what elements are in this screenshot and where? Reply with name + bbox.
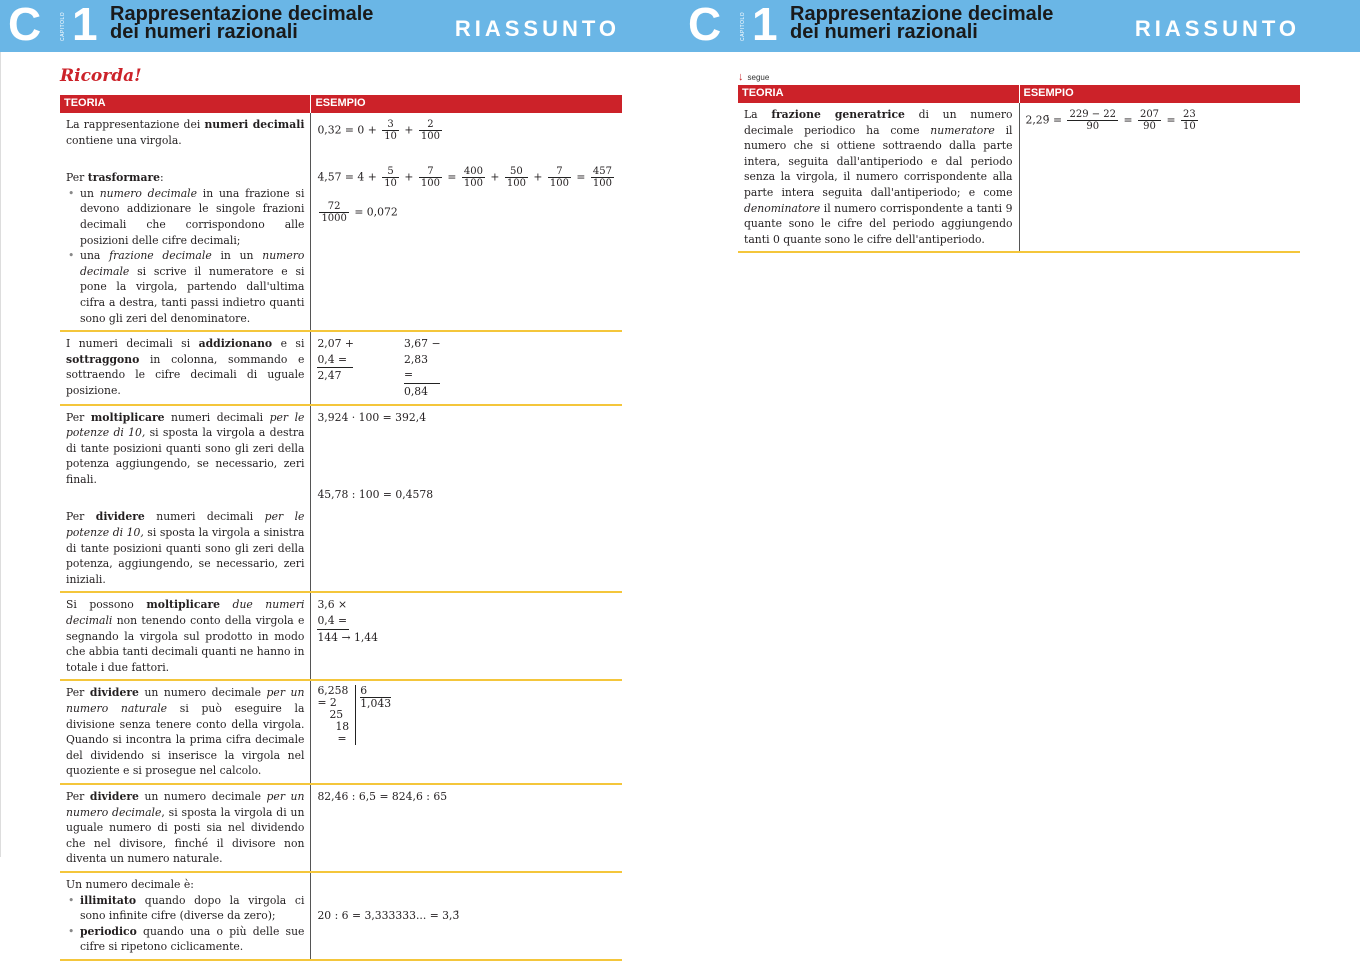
capitolo-label: CAPITOLO xyxy=(60,11,66,41)
table-row xyxy=(60,784,622,872)
esempio-cell: 0,32 = 0 + $\frac{3}{10}$ + $\frac{2}{100}$ 4,57 = 4 + $\frac{5}{10}$ + $\frac{7}{100}$ = $\frac{400}{100}$ + $\frac{50}{100}$ + $\frac{7}{100}$ = $\frac{457}{100}$ $\frac{72}{1000}$ = 0,072 xyxy=(311,113,622,331)
left-page xyxy=(0,0,680,954)
teoria-cell: Un numero decimale è: • illimitato quando dopo la virgola ci sono infinite cifre (diverse da zero); • periodico quando una o più delle sue cifre si ripetono ciclicamente. xyxy=(60,872,311,960)
chapter-number: 1 xyxy=(752,0,778,50)
esempio-cell: 82,46 : 6,5 = 824,6 : 65 xyxy=(311,784,622,872)
table-row xyxy=(60,592,622,680)
chapter-title-line1: Rappresentazione decimale xyxy=(110,3,374,25)
chapter-banner xyxy=(0,0,680,52)
esempio-cell: 3,6 × 0,4 = 144 → 1,44 xyxy=(311,592,622,680)
list-item: • una frazione decimale in un numero decimale si scrive il numeratore e si pone la virgola, partendo dall'ultima cifra a destra, tanti passi indietro quanti sono gli zeri del denominatore. xyxy=(66,248,304,326)
list-item: • un numero decimale in una frazione si devono addizionare le singole frazioni decimali che corrispondono alle posizioni delle cifre decimali; xyxy=(66,186,304,248)
chapter-title xyxy=(110,5,373,41)
right-page xyxy=(680,0,1360,857)
teoria-cell: I numeri decimali si addizionano e si sottraggono in colonna, sommando e sottraendo le cifre decimali di uguale posizione. xyxy=(60,331,311,404)
chapter-title-line2: dei numeri razionali xyxy=(110,21,298,43)
summary-table-left xyxy=(60,95,622,961)
esempio-header: ESEMPIO xyxy=(1019,85,1300,103)
teoria-cell: La rappresentazione dei numeri decimali contiene una virgola. Per trasformare: • un numero decimale in una frazione si devono addizionare le singole frazioni decimali che corrispondono alle posizioni delle cifre decimali; • una frazione decimale in un numero decimale si scrive il numeratore e si pone la virgola, partendo dall'ultima cifra a destra, tanti passi indietro quanti sono gli zeri del denominatore. xyxy=(60,113,311,331)
table-row xyxy=(60,113,622,331)
esempio-cell: 6,258 = 2 25 18 = $\frac{6}{1,043}$ xyxy=(311,680,622,784)
segue-label: ↓ segue xyxy=(738,71,770,83)
teoria-cell: Per dividere un numero decimale per un numero naturale si può eseguire la divisione senza tenere conto della virgola. Quando si incontra la prima cifra decimale del dividendo si inserisce la virgola nel quoziente e si prosegue nel calcolo. xyxy=(60,680,311,784)
ricorda-heading: Ricorda! xyxy=(60,66,142,86)
teoria-header: TEORIA xyxy=(60,95,311,113)
list-item: • illimitato quando dopo la virgola ci sono infinite cifre (diverse da zero); xyxy=(66,893,304,924)
section-label: RIASSUNTO xyxy=(1134,16,1300,41)
table-row xyxy=(60,680,622,784)
chapter-letter: C xyxy=(8,0,42,50)
esempio-cell: 2,07 + 0,4 = 2,47 3,67 − 2,83 = 0,84 xyxy=(311,331,622,404)
esempio-cell: 2,29̄ = $\frac{229 - 22}{90}$ = $\frac{207}{90}$ = $\frac{23}{10}$ xyxy=(1019,103,1300,252)
teoria-cell: Si possono moltiplicare due numeri decimali non tenendo conto della virgola e segnando la virgola sul prodotto in modo che abbia tanti decimali quanti ne hanno in totale i due fattori. xyxy=(60,592,311,680)
summary-table-right xyxy=(738,85,1300,253)
chapter-letter: C xyxy=(688,0,722,50)
esempio-header: ESEMPIO xyxy=(311,95,622,113)
chapter-title xyxy=(790,5,1053,41)
teoria-cell: Per dividere un numero decimale per un numero decimale, si sposta la virgola di un uguale numero di posti sia nel dividendo che nel divisore, finché il divisore non diventa un numero naturale. xyxy=(60,784,311,872)
teoria-cell: Per moltiplicare numeri decimali per le potenze di 10, si sposta la virgola a destra di tante posizioni quanti sono gli zeri della potenza aggiungendo, se necessario, zeri finali. Per dividere numeri decimali per le potenze di 10, si sposta la virgola a sinistra di tante posizioni quanti sono gli zeri della potenza, aggiungendo, se necessario, zeri iniziali. xyxy=(60,405,311,593)
table-row xyxy=(60,872,622,960)
table-row xyxy=(60,405,622,593)
table-row xyxy=(738,103,1300,252)
teoria-header: TEORIA xyxy=(738,85,1019,103)
esempio-cell: 20 : 6 = 3,333333... = 3,3̄ xyxy=(311,872,622,960)
arrow-down-icon: ↓ xyxy=(738,71,744,83)
list-item: • periodico quando una o più delle sue cifre si ripetono ciclicamente. xyxy=(66,924,304,955)
esempio-cell: 3,924 · 100 = 392,4 45,78 : 100 = 0,4578 xyxy=(311,405,622,593)
table-row xyxy=(60,331,622,404)
chapter-title-line2: dei numeri razionali xyxy=(790,21,978,43)
chapter-banner xyxy=(680,0,1360,52)
teoria-cell: La frazione generatrice di un numero decimale periodico ha come numeratore il numero che si ottiene sottraendo dalla parte intera, seguita dall'antiperiodo e dal periodo senza la virgola, il numero corrispondente alla parte intera seguita dall'antiperiodo; e come denominatore il numero corrispondente a tanti 9 quante sono le cifre del periodo aggiungendo tanti 0 quante sono le cifre dell'antiperiodo. xyxy=(738,103,1019,252)
chapter-title-line1: Rappresentazione decimale xyxy=(790,3,1054,25)
section-label: RIASSUNTO xyxy=(454,16,620,41)
chapter-number: 1 xyxy=(72,0,98,50)
capitolo-label: CAPITOLO xyxy=(740,11,746,41)
